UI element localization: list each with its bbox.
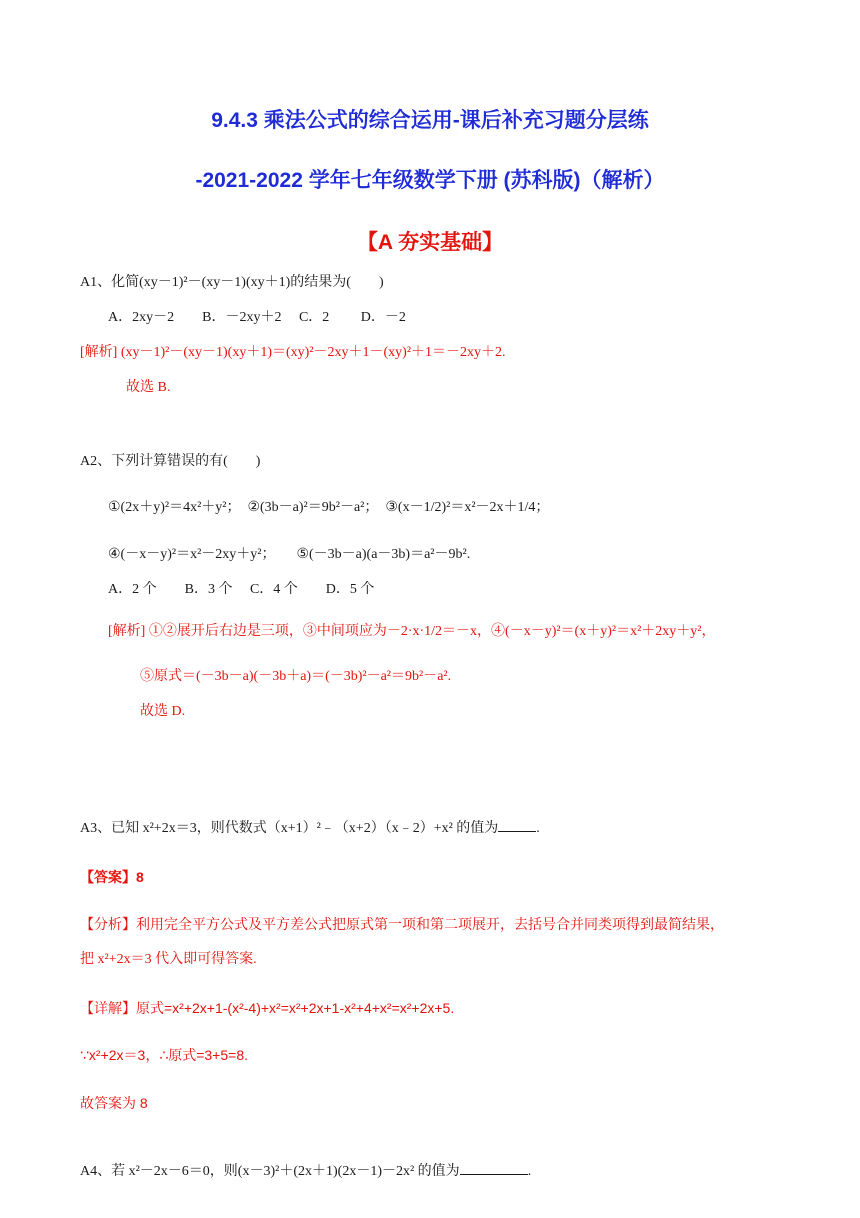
a2-items-line-2: ④(－x－y)²＝x²－2xy＋y²； ⑤(－3b－a)(a－3b)＝a²－9b². bbox=[108, 547, 471, 562]
a3-answer-blank bbox=[498, 817, 536, 832]
a2-answer: 故选 D. bbox=[140, 704, 186, 719]
a3-analysis-line-1: 【分析】利用完全平方公式及平方差公式把原式第一项和第二项展开，去括号合并同类项得到最简结果， bbox=[80, 918, 724, 933]
a4-question: A4、若 x²－2x－6＝0，则(x－3)²＋(2x＋1)(2x－1)－2x² 的值为 bbox=[80, 1164, 460, 1179]
a3-detail: 【详解】原式=x²+2x+1-(x²-4)+x²=x²+2x+1-x²+4+x²=x²+2x+5. bbox=[80, 1000, 455, 1016]
a4-question-row: A4、若 x²－2x－6＝0，则(x－3)²＋(2x＋1)(2x－1)－2x² 的值为 . bbox=[80, 1160, 531, 1182]
a2-options: A．2 个 B．3 个 C．4 个 D．5 个 bbox=[108, 582, 375, 597]
section-heading: 【A 夯实基础】 bbox=[356, 231, 504, 254]
document-title-line-2: -2021-2022 学年七年级数学下册 (苏科版)（解析） bbox=[195, 169, 665, 192]
a3-conclusion: 故答案为 8 bbox=[80, 1095, 148, 1111]
a1-solution: [解析] (xy－1)²－(xy－1)(xy＋1)＝(xy)²－2xy＋1－(xy)²＋1＝－2xy＋2. bbox=[80, 345, 506, 360]
a2-question: A2、下列计算错误的有( ) bbox=[80, 454, 261, 469]
a1-options: A．2xy－2 B．－2xy＋2 C．2 D．－2 bbox=[108, 310, 406, 325]
a2-solution-line-1: [解析] ①②展开后右边是三项，③中间项应为－2·x·1/2＝－x，④(－x－y)²＝(x＋y)²＝x²＋2xy＋y²， bbox=[108, 624, 716, 639]
document-title-line-1: 9.4.3 乘法公式的综合运用-课后补充习题分层练 bbox=[211, 109, 649, 132]
a1-answer: 故选 B. bbox=[126, 380, 171, 395]
a3-because: ∵x²+2x＝3，∴原式=3+5=8. bbox=[80, 1047, 248, 1063]
a3-question: A3、已知 x²+2x＝3，则代数式（x+1）²﹣（x+2）（x﹣2）+x² 的值为 bbox=[80, 821, 499, 836]
a4-answer-blank bbox=[460, 1160, 528, 1175]
a1-question: A1、化简(xy－1)²－(xy－1)(xy＋1)的结果为( ) bbox=[80, 275, 384, 290]
a2-solution-line-2: ⑤原式＝(－3b－a)(－3b＋a)＝(－3b)²－a²＝9b²－a². bbox=[140, 669, 452, 684]
a3-question-row: A3、已知 x²+2x＝3，则代数式（x+1）²﹣（x+2）（x﹣2）+x² 的值为 . bbox=[80, 817, 540, 839]
a3-answer: 【答案】8 bbox=[80, 869, 144, 885]
a3-analysis-line-2: 把 x²+2x＝3 代入即可得答案. bbox=[80, 952, 257, 967]
a2-items-line-1: ①(2x＋y)²＝4x²＋y²； ②(3b－a)²＝9b²－a²； ③(x－1/2)²＝x²－2x＋1/4； bbox=[108, 500, 550, 515]
